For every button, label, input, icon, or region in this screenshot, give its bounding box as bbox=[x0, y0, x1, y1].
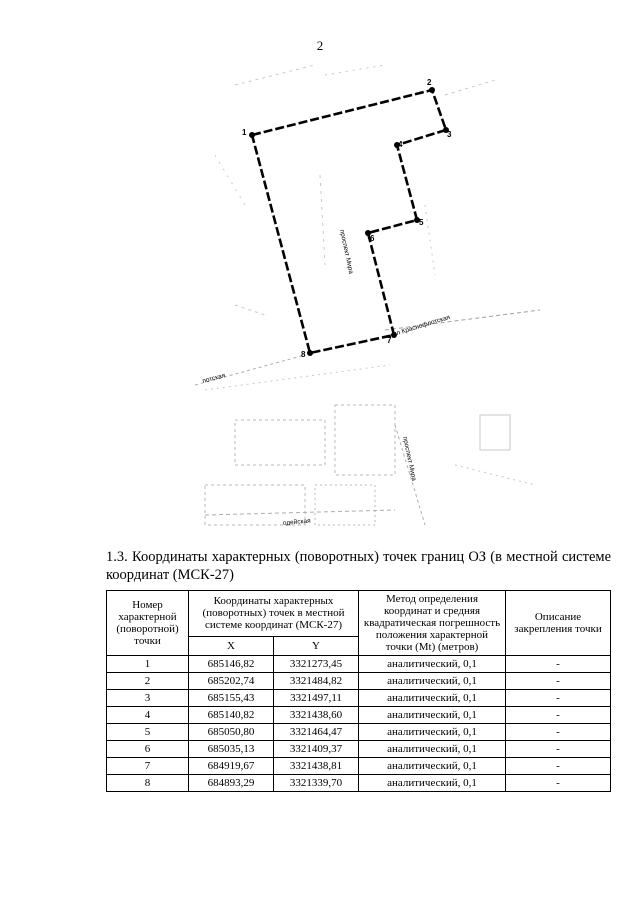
header-method: Метод определения координат и средняя квадратическая погрешность положения характерной точки (Mt) (метров) bbox=[359, 591, 506, 656]
cell-x: 685155,43 bbox=[189, 690, 274, 707]
header-description: Описание закрепления точки bbox=[506, 591, 611, 656]
cell-number: 3 bbox=[107, 690, 189, 707]
cell-x: 685146,82 bbox=[189, 656, 274, 673]
cell-y: 3321497,11 bbox=[274, 690, 359, 707]
coordinates-table bbox=[106, 590, 611, 792]
cell-x: 685050,80 bbox=[189, 724, 274, 741]
cell-description: - bbox=[506, 656, 611, 673]
point-label: 2 bbox=[427, 78, 432, 87]
table-row bbox=[107, 775, 611, 792]
street-label: потская bbox=[201, 372, 227, 385]
table-row bbox=[107, 724, 611, 741]
table-row bbox=[107, 690, 611, 707]
table-row bbox=[107, 741, 611, 758]
cell-number: 8 bbox=[107, 775, 189, 792]
page-number: 2 bbox=[316, 38, 324, 53]
cell-y: 3321409,37 bbox=[274, 741, 359, 758]
table-row bbox=[107, 707, 611, 724]
cell-x: 684893,29 bbox=[189, 775, 274, 792]
cell-y: 3321438,81 bbox=[274, 758, 359, 775]
cell-method: аналитический, 0,1 bbox=[359, 673, 506, 690]
map-background bbox=[195, 65, 540, 525]
point-label: 5 bbox=[419, 218, 424, 227]
boundary-map bbox=[195, 65, 540, 535]
street-label: проспект Мира bbox=[338, 228, 355, 275]
cell-y: 3321273,45 bbox=[274, 656, 359, 673]
cell-method: аналитический, 0,1 bbox=[359, 741, 506, 758]
cell-method: аналитический, 0,1 bbox=[359, 707, 506, 724]
point-marker bbox=[307, 350, 313, 356]
cell-method: аналитический, 0,1 bbox=[359, 656, 506, 673]
cell-number: 7 bbox=[107, 758, 189, 775]
header-y: Y bbox=[274, 636, 359, 655]
table-row bbox=[107, 656, 611, 673]
point-marker bbox=[429, 87, 435, 93]
point-marker bbox=[249, 132, 255, 138]
cell-x: 685140,82 bbox=[189, 707, 274, 724]
cell-method: аналитический, 0,1 bbox=[359, 724, 506, 741]
cell-number: 2 bbox=[107, 673, 189, 690]
table-row bbox=[107, 758, 611, 775]
cell-number: 5 bbox=[107, 724, 189, 741]
point-label: 3 bbox=[447, 130, 452, 139]
cell-description: - bbox=[506, 741, 611, 758]
header-point-number: Номер характерной (поворотной) точки bbox=[107, 591, 189, 656]
cell-description: - bbox=[506, 707, 611, 724]
section-title: 1.3. Координаты характерных (поворотных) точек границ ОЗ (в местной системе координат (МСК-27) bbox=[106, 549, 611, 583]
cell-y: 3321484,82 bbox=[274, 673, 359, 690]
point-label: 7 bbox=[387, 336, 392, 345]
cell-y: 3321438,60 bbox=[274, 707, 359, 724]
header-x: X bbox=[189, 636, 274, 655]
cell-y: 3321339,70 bbox=[274, 775, 359, 792]
header-coordinates: Координаты характерных (поворотных) точек в местной системе координат (МСК-27) bbox=[189, 591, 359, 637]
cell-x: 685035,13 bbox=[189, 741, 274, 758]
street-label: проспект Мира bbox=[401, 435, 418, 482]
point-label: 8 bbox=[301, 350, 306, 359]
cell-description: - bbox=[506, 673, 611, 690]
street-label: одейская bbox=[282, 517, 311, 527]
cell-number: 6 bbox=[107, 741, 189, 758]
table-row bbox=[107, 673, 611, 690]
cell-y: 3321464,47 bbox=[274, 724, 359, 741]
cell-method: аналитический, 0,1 bbox=[359, 690, 506, 707]
cell-x: 685202,74 bbox=[189, 673, 274, 690]
cell-description: - bbox=[506, 758, 611, 775]
cell-description: - bbox=[506, 775, 611, 792]
cell-method: аналитический, 0,1 bbox=[359, 758, 506, 775]
cell-number: 4 bbox=[107, 707, 189, 724]
point-label: 6 bbox=[370, 234, 375, 243]
cell-description: - bbox=[506, 724, 611, 741]
point-label: 1 bbox=[242, 128, 247, 137]
cell-number: 1 bbox=[107, 656, 189, 673]
point-label: 4 bbox=[398, 140, 403, 149]
street-label: ул Краснофлотская bbox=[392, 313, 452, 338]
cell-x: 684919,67 bbox=[189, 758, 274, 775]
cell-description: - bbox=[506, 690, 611, 707]
cell-method: аналитический, 0,1 bbox=[359, 775, 506, 792]
